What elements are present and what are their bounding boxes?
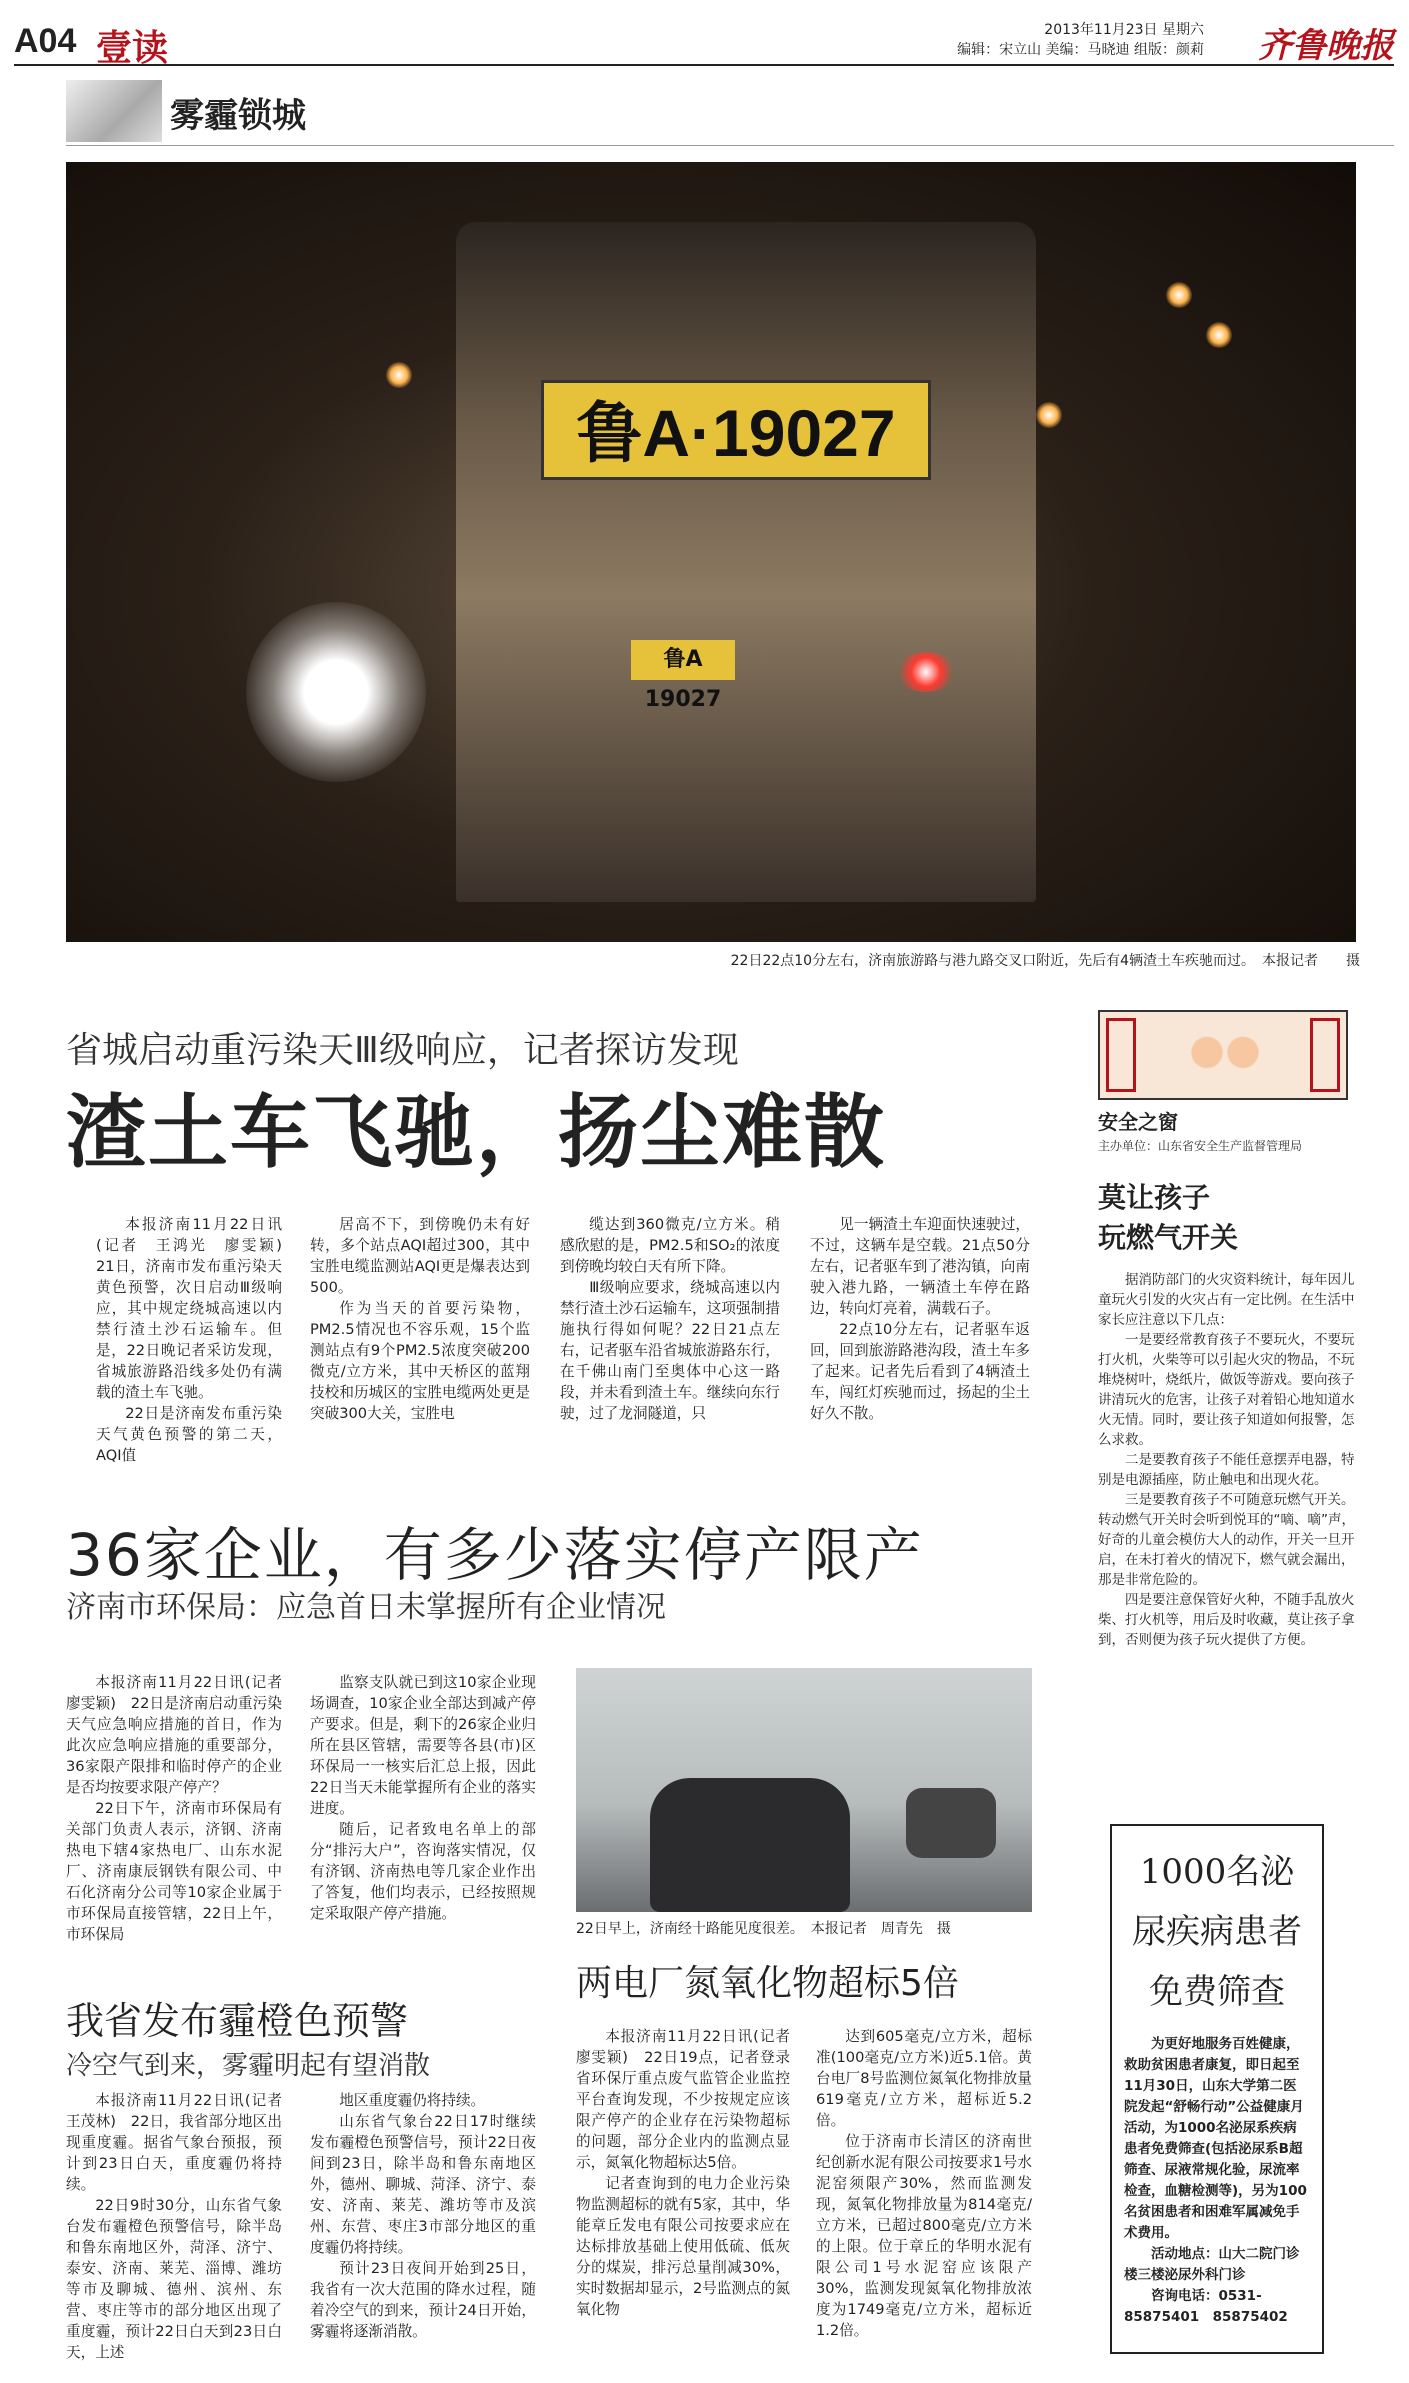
article1-col3: 缆达到360微克/立方米。稍感欣慰的是，PM2.5和SO₂的浓度到傍晚均较白天有所下降。 Ⅲ级响应要求，绕城高速以内禁行渣土沙石运输车，这项强制措施执行得如何呢？22日21点左右，记者驱车沿省城旅游路东行，在千佛山南门至奥体中心这一路段，并未看到渣土车。继续向东行驶，过了龙洞隧道，只 [560, 1216, 780, 1422]
safety-window-label: 安全之窗 [1098, 1110, 1178, 1134]
article2-col2: 监察支队就已到这10家企业现场调查，10家企业全部达到减产停产要求。但是，剩下的26家企业归所在县区管辖，需要等各县(市)区环保局一一核实后汇总上报，因此22日当天未能掌握所有企业的落实进度。 随后，记者致电名单上的部分“排污大户”，咨询落实情况，仅有济钢、济南热电等几家企业作出了答复，他们均表示，已经按照规定采取限产停产措施。 [310, 1674, 536, 1922]
article4-headline: 两电厂氮氧化物超标5倍 [576, 1963, 959, 2004]
ad-title: 1000名泌尿疾病患者免费筛查 [1132, 1852, 1302, 2012]
article4-col1: 本报济南11月22日讯(记者 廖雯颖) 22日19点，记者登录省环保厅重点废气监管企业监控平台查询发现，不少按规定应该限产停产的企业存在污染物超标的问题，部分企业内的监测点显示，氮氧化物超标达5倍。 记者查询到的电力企业污染物监测超标的就有5家，其中，华能章丘发电有限公司按要求应在达标排放基础上使用低硫、低灰分的煤炭，排污总量削减30%，实时数据却显示，2号监测点的氮氧化物 [576, 2028, 805, 2318]
tail-light [896, 652, 956, 692]
street-lamp [1036, 402, 1062, 428]
sidebar-title: 莫让孩子 玩燃气开关 [1098, 1181, 1239, 1254]
topic-bar [66, 76, 1394, 146]
topic-title: 雾霾锁城 [170, 96, 306, 136]
road-photo [576, 1668, 1032, 1912]
children-icon [1180, 1026, 1270, 1092]
page-number: A04 [14, 22, 77, 60]
article2-headline: 36家企业，有多少落实停产限产 [66, 1521, 924, 1589]
section-name: 壹读 [96, 28, 169, 69]
safety-window-graphic [1098, 1010, 1348, 1100]
photo-caption: 22日22点10分左右，济南旅游路与港九路交叉口附近，先后有4辆渣土车疾驰而过。 本报记者 摄 [730, 953, 1360, 969]
newspaper-logo: 齐鲁晚报 [1258, 26, 1394, 66]
article4-col2: 达到605毫克/立方米，超标准(100毫克/立方米)近5.1倍。黄台电厂8号监测位氮氧化物排放量619毫克/立方米，超标近5.2倍。 位于济南市长清区的济南世纪创新水泥有限公司按要求1号水泥窑须限产30%，然而监测发现，氮氧化物排放量为814毫克/立方米，已超过800毫克/立方米的上限。位于章丘的华明水泥有限公司1号水泥窑应该限产30%，监测发现氮氧化物排放浓度为1749毫克/立方米，超标近1.2倍。 [816, 2028, 1032, 2339]
safety-window-org: 主办单位：山东省安全生产监督管理局 [1098, 1139, 1303, 1153]
sidebar-body: 据消防部门的火灾资料统计，每年因儿童玩火引发的火灾占有一定比例。在生活中家长应注意以下几点： 一是要经常教育孩子不要玩火，不要玩打火机，火柴等可以引起火灾的物品，不玩堆烧树叶，烧纸片，做饭等游戏。要向孩子讲清玩火的危害，让孩子对着铅心地知道水火无情。同时，要让孩子知道如何报警，怎么求救。 二是要教育孩子不能任意摆弄电器，特别是电源插座，防止触电和出现火花。 三是要教育孩子不可随意玩燃气开关。转动燃气开关时会听到悦耳的“嘀、嘀”声，好奇的儿童会模仿大人的动作，开关一旦开启，在未打着火的情况下，燃气就会漏出，那是非常危险的。 四是要注意保管好火种，不随手乱放火柴、打火机等，用后及时收藏，莫让孩子拿到，否则便为孩子玩火提供了方便。 [1098, 1272, 1355, 1648]
article1-col1: 本报济南11月22日讯(记者 王鸿光 廖雯颖) 21日，济南市发布重污染天黄色预警，次日启动Ⅲ级响应，其中规定绕城高速以内禁行渣土沙石运输车。但是，22日晚记者采访发现，省城旅游路沿线多处仍有满载的渣土车飞驰。 22日是济南发布重污染天气黄色预警的第二天，AQI值 [96, 1216, 297, 1464]
article1-headline: 渣土车飞驰，扬尘难散 [66, 1086, 886, 1179]
article3-subhead: 冷空气到来，雾霾明起有望消散 [66, 2051, 431, 2081]
window-frame-left [1106, 1018, 1136, 1092]
car [906, 1788, 996, 1858]
article2-subhead: 济南市环保局：应急首日未掌握所有企业情况 [66, 1590, 666, 1625]
road-photo-caption: 22日早上，济南经十路能见度很差。 本报记者 周青先 摄 [576, 1921, 951, 1937]
article1-col2: 居高不下，到傍晚仍未有好转，多个站点AQI超过300，其中宝胜电缆监测站AQI更是爆表达到500。 作为当天的首要污染物，PM2.5情况也不容乐观，15个监测站点有9个PM2.5浓度突破200微克/立方米，其中天桥区的蓝翔技校和历城区的宝胜电缆两处更是突破300大关，宝胜电 [310, 1216, 530, 1422]
masthead [14, 18, 1394, 69]
window-frame-right [1310, 1018, 1340, 1092]
editor-credits: 编辑：宋立山 美编：马晓迪 组版：颜莉 [957, 42, 1204, 58]
headlight-glare [246, 602, 426, 782]
safety-sidebar [1098, 1010, 1356, 1650]
license-plate-large: 鲁A·19027 [541, 380, 931, 480]
article2-col1: 本报济南11月22日讯(记者 廖雯颖) 22日是济南启动重污染天气应急响应措施的首日，作为此次应急响应措施的重要部分，36家限产限排和临时停产的企业是否均按要求限产停产？ 22日下午，济南市环保局有关部门负责人表示，济钢、济南热电下辖4家热电厂、山东水泥厂、济南康辰钢铁有限公司、中石化济南分公司等10家企业属于市环保局直接管辖，22日上午，市环保局 [66, 1674, 297, 1943]
article1-kicker: 省城启动重污染天Ⅲ级响应，记者探访发现 [66, 1030, 739, 1071]
street-lamp [1166, 282, 1192, 308]
header-meta [957, 20, 1204, 60]
article3-col1: 本报济南11月22日讯(记者 王茂林) 22日，我省部分地区出现重度霾。据省气象台预报，预计到23日白天，重度霾仍将持续。 22日9时30分，山东省气象台发布霾橙色预警信号，除半岛和鲁东南地区外，菏泽、济宁、泰安、济南、莱芜、淄博、潍坊等市及聊城、德州、滨州、东营、枣庄等市的部分地区出现了重度霾，预计22日白天到23日白天，上述 [66, 2092, 297, 2361]
main-photo [66, 162, 1356, 942]
screening-ad [1110, 1824, 1324, 2354]
license-plate-small: 鲁A 19027 [631, 640, 735, 680]
topic-thumbnail [66, 80, 162, 142]
street-lamp [386, 362, 412, 388]
date-line: 2013年11月23日 星期六 [1044, 22, 1204, 38]
car [650, 1778, 850, 1912]
article1-col4: 见一辆渣土车迎面快速驶过，不过，这辆车是空载。21点50分左右，记者驱车到了港沟镇，向南驶入港九路，一辆渣土车停在路边，转向灯亮着，满载石子。 22点10分左右，记者驱车返回，回到旅游路港沟段，渣土车多了起来。记者先后看到了4辆渣土车，闯红灯疾驰而过，扬起的尘土好久不散。 [810, 1216, 1030, 1422]
street-lamp [1206, 322, 1232, 348]
truck-rear [456, 222, 1036, 902]
article3-col2: 地区重度霾仍将持续。 山东省气象台22日17时继续发布霾橙色预警信号，预计22日夜间到23日，除半岛和鲁东南地区外，德州、聊城、菏泽、济宁、泰安、济南、莱芜、潍坊等市及滨州、东营、枣庄3市部分地区的重度霾仍将持续。 预计23日夜间开始到25日，我省有一次大范围的降水过程，随着冷空气的到来，预计24日开始，雾霾将逐渐消散。 [310, 2092, 536, 2340]
article3-headline: 我省发布霾橙色预警 [66, 1999, 409, 2043]
ad-body: 为更好地服务百姓健康，救助贫困患者康复，即日起至11月30日，山东大学第二医院发起“舒畅行动”公益健康月活动，为1000名泌尿系疾病患者免费筛查(包括泌尿系B超筛查、尿液常规化验，尿流率检查，血糖检测等)，另为100名贫困患者和困难军属减免手术费用。 活动地点：山大二院门诊楼三楼泌尿外科门诊 咨询电话：0531-85875401 85875402 [1124, 2036, 1307, 2325]
